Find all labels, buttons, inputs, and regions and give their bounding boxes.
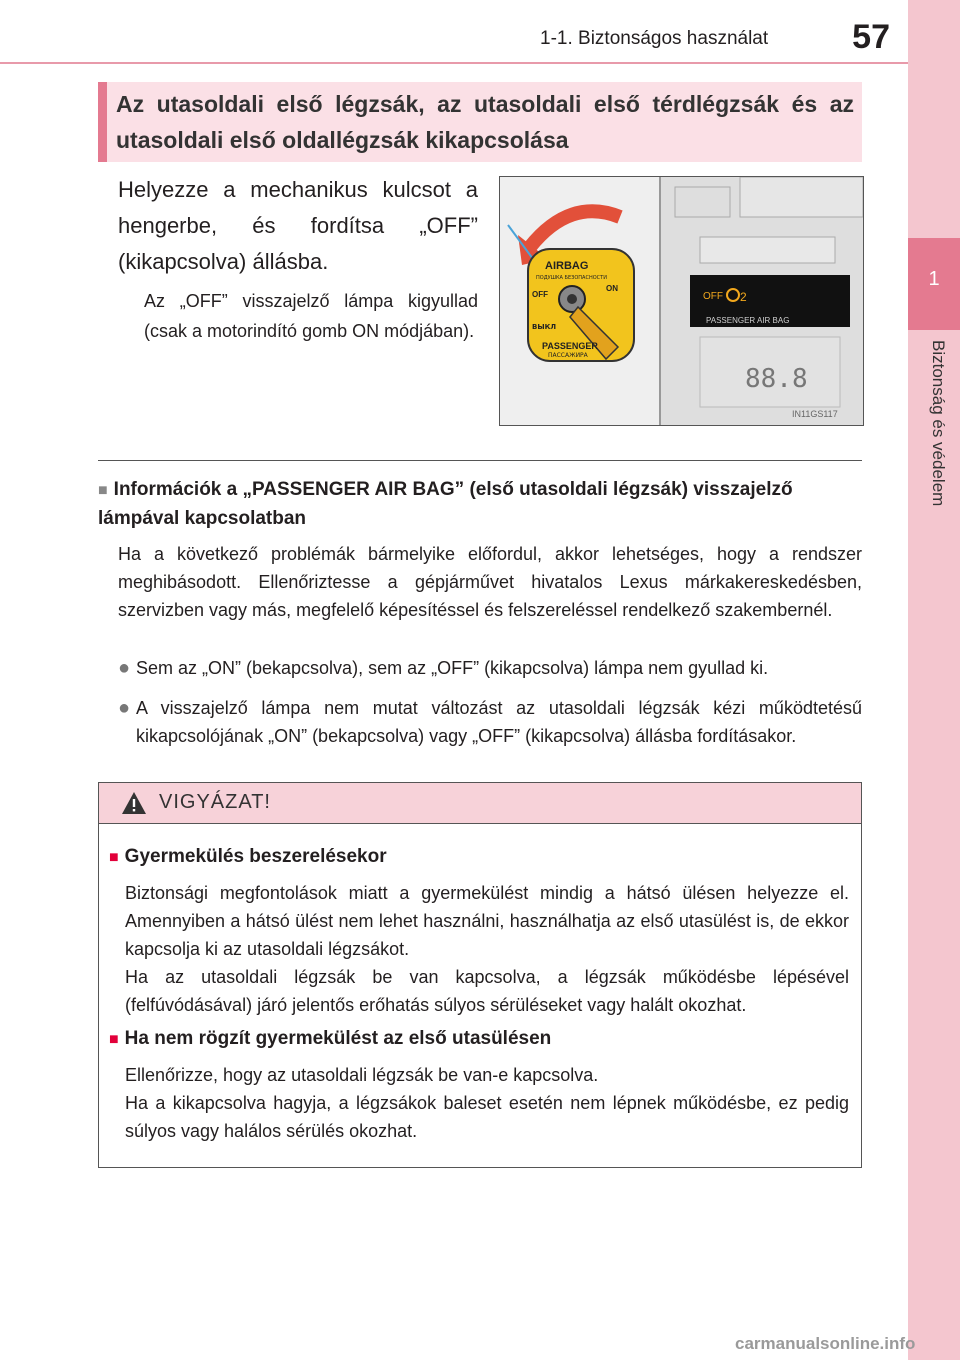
caution-subheading-text: Gyermekülés beszerelésekor	[124, 846, 387, 867]
info-divider	[98, 460, 862, 461]
chapter-title: Biztonság és védelem	[929, 340, 948, 507]
caution-box	[98, 782, 862, 1168]
info-bullet	[118, 654, 862, 682]
square-bullet-icon: ■	[98, 482, 108, 499]
display-passenger-airbag: PASSENGER AIR BAG	[706, 316, 790, 325]
airbag-switch-illustration	[499, 176, 864, 426]
info-heading-text: Információk a „PASSENGER AIR BAG” (első utasoldali légzsák) visszajelző lámpával kapcsolatban	[98, 479, 793, 529]
watermark: carmanualsonline.info	[735, 1334, 916, 1353]
caution-subheading-text: Ha nem rögzít gyermekülést az első utasülésen	[124, 1028, 552, 1049]
chapter-number: 1	[928, 268, 940, 290]
warning-icon	[121, 791, 147, 815]
bullet-dot-icon: ●	[118, 697, 131, 719]
switch-off-cyrillic: ВЫКЛ	[532, 323, 557, 331]
switch-off-label: OFF	[532, 290, 548, 299]
info-bullet-text: A visszajelző lámpa nem mutat változást az utasoldali légzsák kézi működtetésű kikapcsolójának „ON” (bekapcsolva) vagy „OFF” (kikapcsolva) állásba fordításakor.	[136, 698, 862, 746]
display-off-label: OFF	[703, 291, 723, 302]
info-bullet-text: Sem az „ON” (bekapcsolva), sem az „OFF” (kikapcsolva) lámpa nem gyullad ki.	[136, 658, 769, 678]
caution-paragraph: Biztonsági megfontolások miatt a gyermekülést mindig a hátsó ülésen helyezze el. Amennyiben a hátsó ülést nem lehet használni, használhatja az első utasülést is, de ekkor kapcsolja ki az utasoldali légzsákot.	[125, 883, 849, 959]
section-heading: Az utasoldali első légzsák, az utasoldali első térdlégzsák és az utasoldali első oldallégzsák kikapcsolása	[116, 91, 854, 153]
instruction-text: Helyezze a mechanikus kulcsot a hengerbe, és fordítsa „OFF” (kikapcsolva) állásba.	[118, 177, 478, 274]
bullet-dot-icon: ●	[118, 657, 131, 679]
switch-passenger-label: PASSENGER	[542, 341, 598, 351]
info-heading	[98, 476, 862, 533]
caution-subheading	[109, 1025, 853, 1054]
section-heading-accent	[98, 82, 107, 162]
header-divider	[0, 62, 908, 64]
page-number: 57	[852, 18, 890, 56]
info-bullet	[118, 694, 862, 750]
caution-header	[99, 783, 861, 824]
caution-paragraph: Ha az utasoldali légzsák be van kapcsolva, a légzsák működésbe lépésével (felfúvódásával) járó jelentős erőhatás súlyos sérüléseket vagy halált okozhat.	[125, 967, 849, 1015]
section-heading-box	[98, 82, 862, 162]
switch-on-label: ON	[606, 284, 618, 293]
switch-airbag-label: AIRBAG	[545, 260, 589, 272]
clock-readout: 88.8	[745, 364, 808, 394]
running-header-title: 1-1. Biztonságos használat	[540, 28, 769, 49]
square-bullet-icon: ■	[109, 1031, 119, 1048]
svg-text:2: 2	[740, 290, 747, 304]
chapter-side-strip	[908, 0, 960, 1360]
caution-title: VIGYÁZAT!	[159, 791, 271, 813]
caution-subheading	[109, 843, 853, 872]
caution-paragraph: Ellenőrizze, hogy az utasoldali légzsák be van-e kapcsolva.	[125, 1065, 599, 1085]
switch-passenger-cyrillic: ПАССАЖИРА	[548, 352, 588, 359]
square-bullet-icon: ■	[109, 849, 119, 866]
image-code: IN11GS117	[792, 409, 838, 419]
caution-paragraph: Ha a kikapcsolva hagyja, a légzsákok baleset esetén nem lépnek működésbe, ez pedig súlyos vagy halálos sérülés okozhat.	[125, 1093, 849, 1141]
airbag-switch-drawing	[500, 177, 863, 425]
switch-airbag-cyrillic: ПОДУШКА БЕЗОПАСНОСТИ	[536, 275, 607, 281]
info-paragraph: Ha a következő problémák bármelyike előfordul, akkor lehetséges, hogy a rendszer meghibásodott. Ellenőriztesse a gépjárművet hivatalos Lexus márkakereskedésben, szervizben vagy más, megfelelő képesítéssel és felszereléssel rendelkező szakembernél.	[118, 544, 862, 620]
instruction-note: Az „OFF” visszajelző lámpa kigyullad (csak a motorindító gomb ON módjában).	[144, 291, 478, 341]
